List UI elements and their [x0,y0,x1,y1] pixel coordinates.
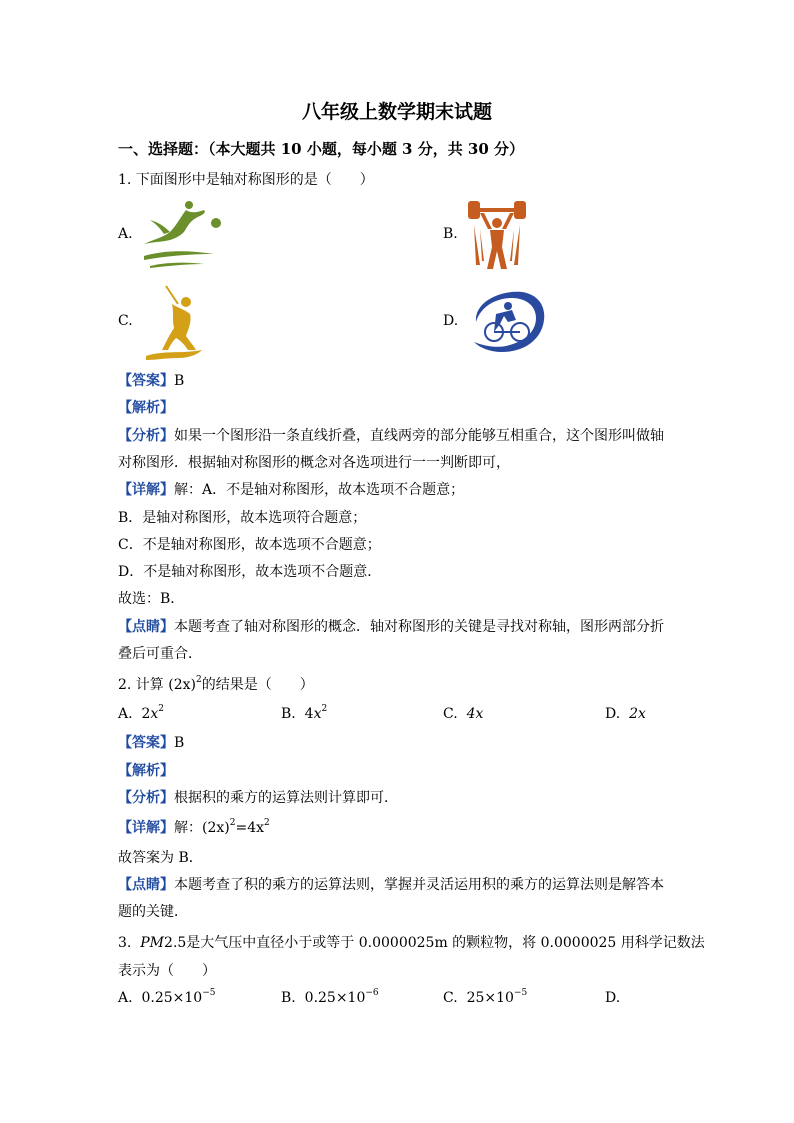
q1-line-c: C．不是轴对称图形，故本选项不合题意； [118,537,381,553]
q2-dianjing-text-1: 本题考查了积的乘方的运算法则，掌握并灵活运用积的乘方的运算法则是解答本 [174,877,664,893]
q1-choose: 故选：B． [118,591,185,607]
q2-xiangjie-rhs: =4x [235,820,265,836]
q1-answer-line [118,371,184,391]
q3-stem-line-2: 表示为（ ） [118,963,216,979]
q2-answer-line [118,733,184,753]
section-heading: 一、选择题：（本大题共 10 小题，每小题 3 分，共 30 分） [118,140,525,158]
q1-option-c-label: C. [118,313,133,329]
q1-dianjing-text-1: 本题考查了轴对称图形的概念．轴对称图形的关键是寻找对称轴，图形两部分折 [174,619,664,635]
analysis-tag: 【解析】 [118,763,174,779]
answer-tag: 【答案】 [118,735,174,751]
q2-option-c-label: C. [443,706,458,722]
q2-option-d-value: 2x [629,706,646,722]
q2-xiangjie-lhs-exp: 2 [229,818,236,828]
q2-option-a [118,706,164,722]
q2-option-a-exp: 2 [158,704,165,714]
q1-analysis-heading [118,398,174,418]
xiangjie-tag: 【详解】 [118,482,174,498]
q3-option-a-exp: −5 [202,988,216,998]
q2-option-a-coef: 2 [141,706,151,722]
q3-option-c-label: C. [443,990,458,1006]
cyclist-icon [466,288,548,356]
q2-dianjing-line-1 [118,875,664,895]
q1-line-b: B．是轴对称图形，故本选项符合题意； [118,510,367,526]
q3-option-d-label: D. [605,990,621,1006]
fenxi-tag: 【分析】 [118,790,174,806]
q3-option-a-label: A. [118,990,133,1006]
q2-option-d-label: D. [605,706,621,722]
golfer-icon [142,284,218,362]
answer-tag: 【答案】 [118,373,174,389]
analysis-tag: 【解析】 [118,400,174,416]
q2-xiangjie-pre: 解： [174,820,202,836]
q3-option-b-exp: −6 [365,988,379,998]
q2-stem-post: 的结果是（ ） [201,677,314,693]
q1-option-b-label: B. [443,226,458,242]
q3-option-b-value: 0.25×10 [304,990,366,1006]
q1-fenxi-line-1 [118,426,664,446]
q3-option-c [443,990,527,1006]
q2-stem-pre: 2. 计算 [118,677,164,693]
q2-xiangjie-lhs: (2x) [202,820,230,836]
volleyball-player-icon [140,196,226,270]
q2-fenxi-text: 根据积的乘方的运算法则计算即可． [174,790,398,806]
q1-fenxi-line-2: 对称图形．根据轴对称图形的概念对各选项进行一一判断即可， [118,455,510,471]
q3-option-a [118,990,215,1006]
q2-option-b-var: x [313,706,322,722]
q3-option-b-label: B. [281,990,296,1006]
q2-conclusion: 故答案为 B． [118,850,203,866]
q2-option-a-label: A. [118,706,133,722]
q3-pm: PM [140,935,165,951]
q2-stem [118,675,314,695]
q2-option-d [605,706,646,722]
q1-option-d-label: D. [443,313,459,329]
q2-answer: B [174,735,185,751]
q2-fenxi-line [118,788,398,808]
q2-expr-base: (2x) [168,677,196,693]
q2-analysis-heading [118,761,174,781]
q2-dianjing-line-2: 题的关键． [118,904,188,920]
q3-option-a-value: 0.25×10 [141,990,203,1006]
q2-xiangjie-line [118,818,270,838]
q3-option-c-value: 25×10 [466,990,514,1006]
xiangjie-tag: 【详解】 [118,820,174,836]
q1-fenxi-text-1: 如果一个图形沿一条直线折叠，直线两旁的部分能够互相重合，这个图形叫做轴 [174,428,664,444]
q2-expr-exp: 2 [196,675,202,685]
q3-pm-number: 2.5 [164,935,187,951]
q2-option-b-coef: 4 [304,706,314,722]
q3-option-b [281,990,379,1006]
q1-option-a-label: A. [118,226,133,242]
page-title: 八年级上数学期末试题 [301,101,492,123]
q1-xiangjie-line-1 [118,480,464,500]
q1-answer: B [174,373,185,389]
q2-option-b-exp: 2 [321,704,328,714]
dianjing-tag: 【点睛】 [118,877,174,893]
q3-stem-line-1 [118,933,705,953]
q1-xiangjie-text-1: 解：A．不是轴对称图形，故本选项不合题意； [174,482,465,498]
q3-number: 3. [118,935,132,951]
q2-option-c-value: 4x [466,706,484,722]
q1-dianjing-line-1 [118,617,664,637]
dianjing-tag: 【点睛】 [118,619,174,635]
q1-stem: 1. 下面图形中是轴对称图形的是（ ） [118,172,374,188]
weightlifter-icon [466,199,528,271]
q3-option-c-exp: −5 [513,988,528,998]
q1-dianjing-line-2: 叠后可重合． [118,646,202,662]
fenxi-tag: 【分析】 [118,428,174,444]
q2-option-c [443,706,483,722]
q2-option-a-var: x [150,706,159,722]
q2-option-b [281,706,327,722]
q1-line-d: D．不是轴对称图形，故本选项不合题意． [118,564,382,580]
q2-option-b-label: B. [281,706,296,722]
q3-stem-text-1: 是大气压中直径小于或等于 0.0000025m 的颗粒物，将 0.0000025 用科学记数法 [186,935,705,951]
q3-option-d [605,990,620,1006]
q2-xiangjie-rhs-exp: 2 [264,818,270,828]
